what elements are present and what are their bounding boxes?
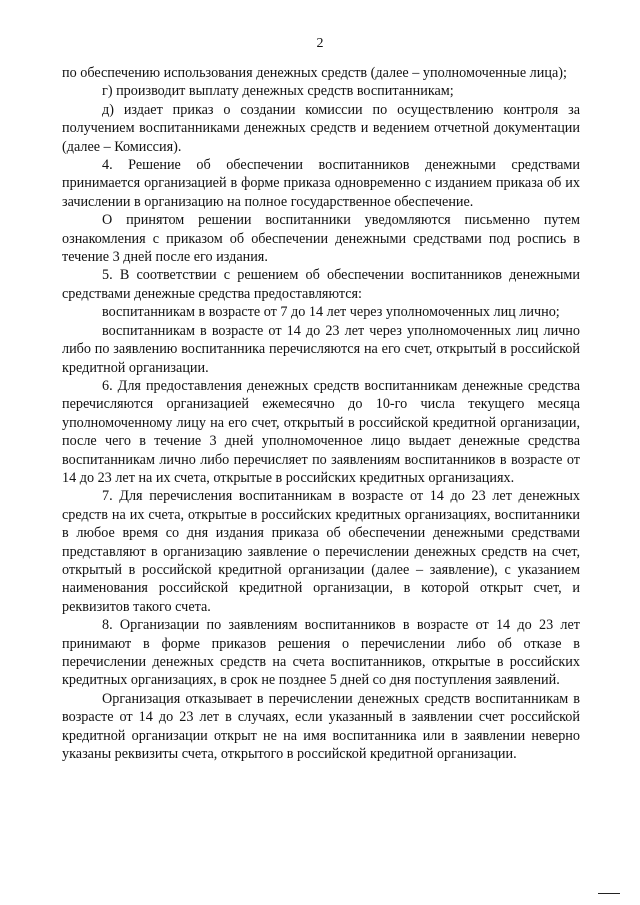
paragraph: Организация отказывает в перечислении денежных средств воспитанникам в возрасте от 14 до 23 лет в случаях, если указанный в заявлении счет российской кредитной организации открыт не на имя воспитанника или в заявлении неверно указаны реквизиты счета, открытого в российской кредитной организации. bbox=[62, 690, 580, 763]
paragraph: по обеспечению использования денежных средств (далее – уполномоченные лица); bbox=[62, 65, 567, 81]
paragraph: д) издает приказ о создании комиссии по осуществлению контроля за получением воспитанниками денежных средств и ведением отчетной документации (далее – Комиссия). bbox=[62, 101, 580, 155]
paragraph: г) производит выплату денежных средств воспитанникам; bbox=[102, 83, 454, 100]
paragraph: 4. Решение об обеспечении воспитанников денежными средствами принимается организацией в форме приказа одновременно с изданием приказа об их зачислении в организацию на полное государственное обеспечение. bbox=[62, 157, 580, 210]
paragraph: О принятом решении воспитанники уведомляются письменно путем ознакомления с приказом об обеспечении денежными средствами под роспись в течение 3 дней после его издания. bbox=[62, 212, 580, 266]
paragraph: 8. Организации по заявлениям воспитанников в возрасте от 14 до 23 лет принимают в форме приказов решения о перечислении либо об отказе в перечислении денежных средств на счета воспитанников, открытые в российских кредитных организациях, в срок не позднее 5 дней со дня поступления заявлений. bbox=[62, 617, 580, 689]
paragraph: 6. Для предоставления денежных средств воспитанникам денежные средства перечисляются организацией ежемесячно до 10-го числа текущего месяца уполномоченному лицу на его счет, открытый в российской кредитной организации, после чего в течение 3 дней уполномоченное лицо выдает денежные средства воспитанникам лично либо перечисляет по заявлениям воспитанников в возрасте от 14 до 23 лет на их счета, открытые в российских кредитных организациях. bbox=[62, 377, 580, 486]
paragraph: воспитанникам в возрасте от 14 до 23 лет через уполномоченных лиц лично либо по заявлению воспитанника перечисляются на его счет, открытый в российской кредитной организации. bbox=[62, 322, 580, 376]
paragraph: 7. Для перечисления воспитанникам в возрасте от 14 до 23 лет денежных средств на их счета, открытые в российских кредитных организациях, воспитанники в любое время со дня издания приказа об обеспечении денежными средствами представляют в организацию заявление о перечислении денежных средств на счет, открытый в российской кредитной организации (далее – заявление), с указанием наименования российской кредитной организации, в которой открыт счет, и реквизитов такого счета. bbox=[62, 488, 580, 615]
corner-line-mark bbox=[598, 893, 620, 894]
page-number: 2 bbox=[316, 36, 324, 51]
paragraph: воспитанникам в возрасте от 7 до 14 лет через уполномоченных лиц лично; bbox=[102, 304, 560, 321]
document-body bbox=[62, 64, 580, 763]
paragraph: 5. В соответствии с решением об обеспечении воспитанников денежными средствами денежные средства предоставляются: bbox=[62, 267, 580, 302]
